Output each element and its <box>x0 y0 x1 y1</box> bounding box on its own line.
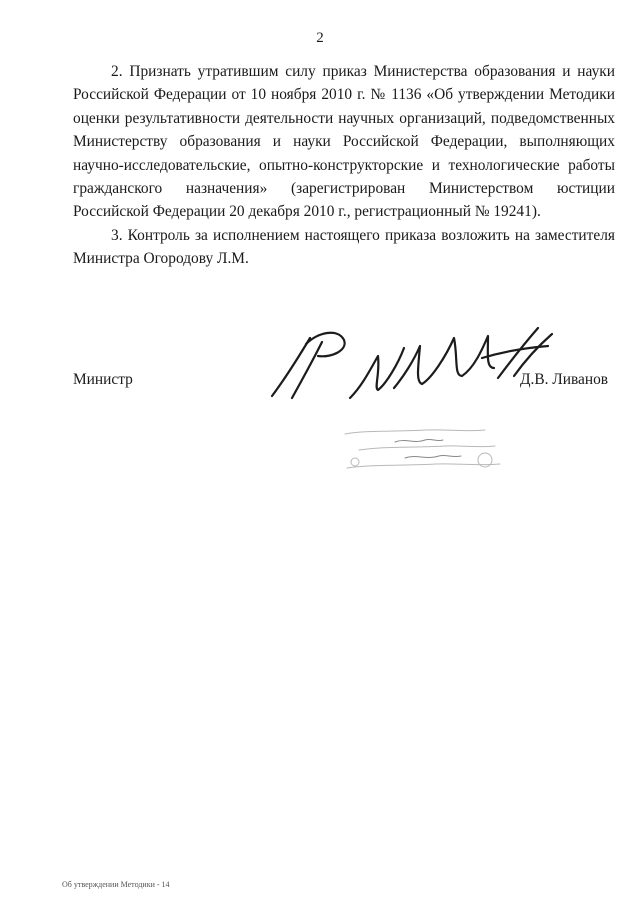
signatory-name: Д.В. Ливанов <box>520 371 609 388</box>
handwritten-signature <box>262 318 558 402</box>
paragraph-2: 2. Признать утратившим силу приказ Министерства образования и науки Российской Федерации от 10 ноября 2010 г. № 1136 «Об утверждении Методики оценки результативности деятельности научных организаций, подведомственных Министерству образования и науки Российской Федерации, выполняющих научно-исследовательские, опытно-конструкторские и технологические работы гражданского назначения» (зарегистрирован Министерством юстиции Российской Федерации 20 декабря 2010 г., регистрационный № 19241). <box>73 63 615 221</box>
paragraph-3: 3. Контроль за исполнением настоящего приказа возложить на заместителя Министра Огородову Л.М. <box>73 226 615 268</box>
page-number: 2 <box>316 30 324 46</box>
faded-stamp <box>335 420 510 480</box>
document-body <box>73 60 615 271</box>
footer-reference: Об утверждении Методики - 14 <box>62 880 170 889</box>
signatory-title: Министр <box>73 371 133 388</box>
